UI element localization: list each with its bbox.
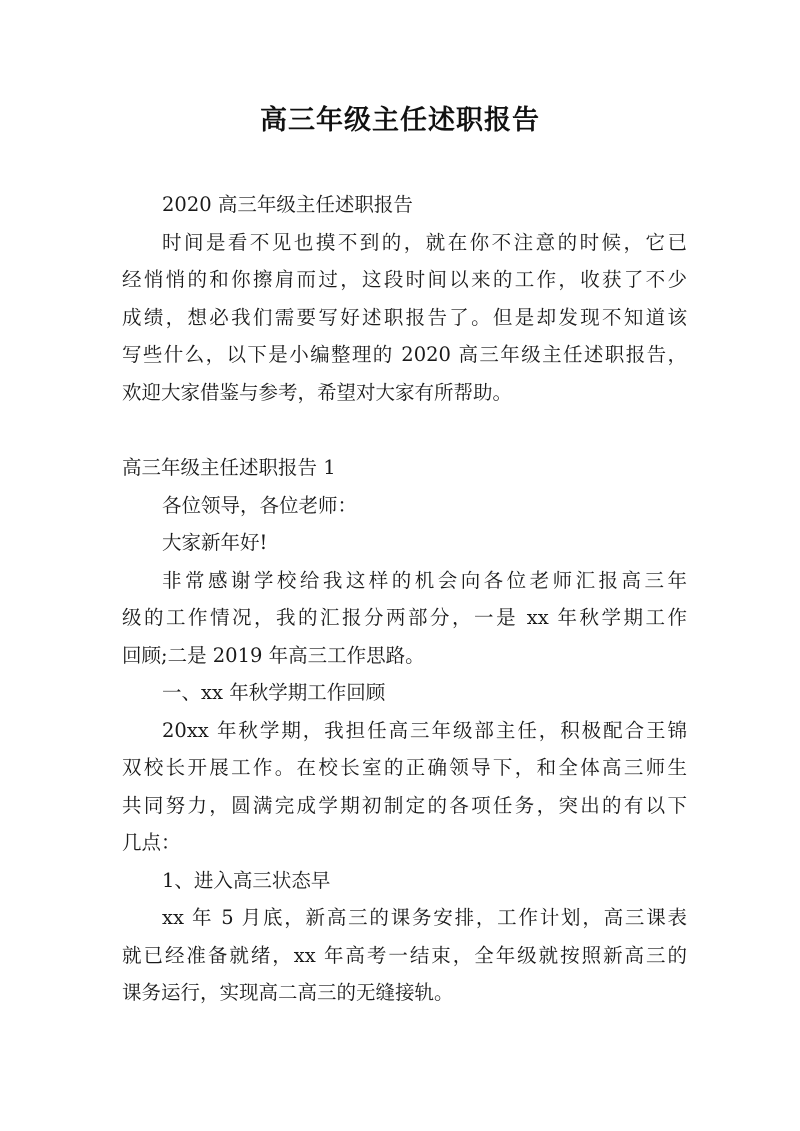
paragraph-line: 几点： [122, 831, 181, 854]
intro-block [122, 186, 687, 411]
paragraph-line: 双校长开展工作。在校长室的正确领导下，和全体高三师生 [122, 756, 687, 779]
paragraph-line: 非常感谢学校给我这样的机会向各位老师汇报高三年 [162, 568, 687, 592]
paragraph-line: 20xx 年秋学期，我担任高三年级部主任，积极配合王锦 [162, 718, 687, 742]
paragraph-line: 级的工作情况，我的汇报分两部分，一是 xx 年秋学期工作 [122, 606, 687, 629]
intro-paragraph-line: 时间是看不见也摸不到的，就在你不注意的时候，它已 [162, 230, 687, 254]
section-heading: 高三年级主任述职报告 1 [122, 456, 336, 479]
item-heading: 1、进入高三状态早 [162, 868, 331, 892]
document-title: 高三年级主任述职报告 [260, 105, 540, 136]
intro-paragraph-line: 欢迎大家借鉴与参考，希望对大家有所帮助。 [122, 380, 513, 404]
intro-paragraph-line: 写些什么，以下是小编整理的 2020 高三年级主任述职报告， [122, 343, 687, 366]
paragraph-line: 共同努力，圆满完成学期初制定的各项任务，突出的有以下 [122, 793, 687, 817]
section-1-block [122, 449, 687, 1012]
subsection-heading: 一、xx 年秋学期工作回顾 [162, 681, 386, 704]
paragraph-line: 课务运行，实现高二高三的无缝接轨。 [122, 981, 454, 1004]
newyear-greeting: 大家新年好! [162, 531, 268, 554]
intro-paragraph-line: 成绩，想必我们需要写好述职报告了。但是却发现不知道该 [122, 305, 687, 329]
intro-subtitle: 2020 高三年级主任述职报告 [162, 193, 413, 216]
greeting: 各位领导，各位老师： [162, 493, 358, 517]
paragraph-line: xx 年 5 月底，新高三的课务安排，工作计划，高三课表 [162, 906, 687, 929]
paragraph-line: 回顾;二是 2019 年高三工作思路。 [122, 643, 425, 667]
paragraph-line: 就已经准备就绪，xx 年高考一结束，全年级就按照新高三的 [122, 943, 687, 967]
intro-paragraph-line: 经悄悄的和你擦肩而过，这段时间以来的工作，收获了不少 [122, 268, 687, 291]
